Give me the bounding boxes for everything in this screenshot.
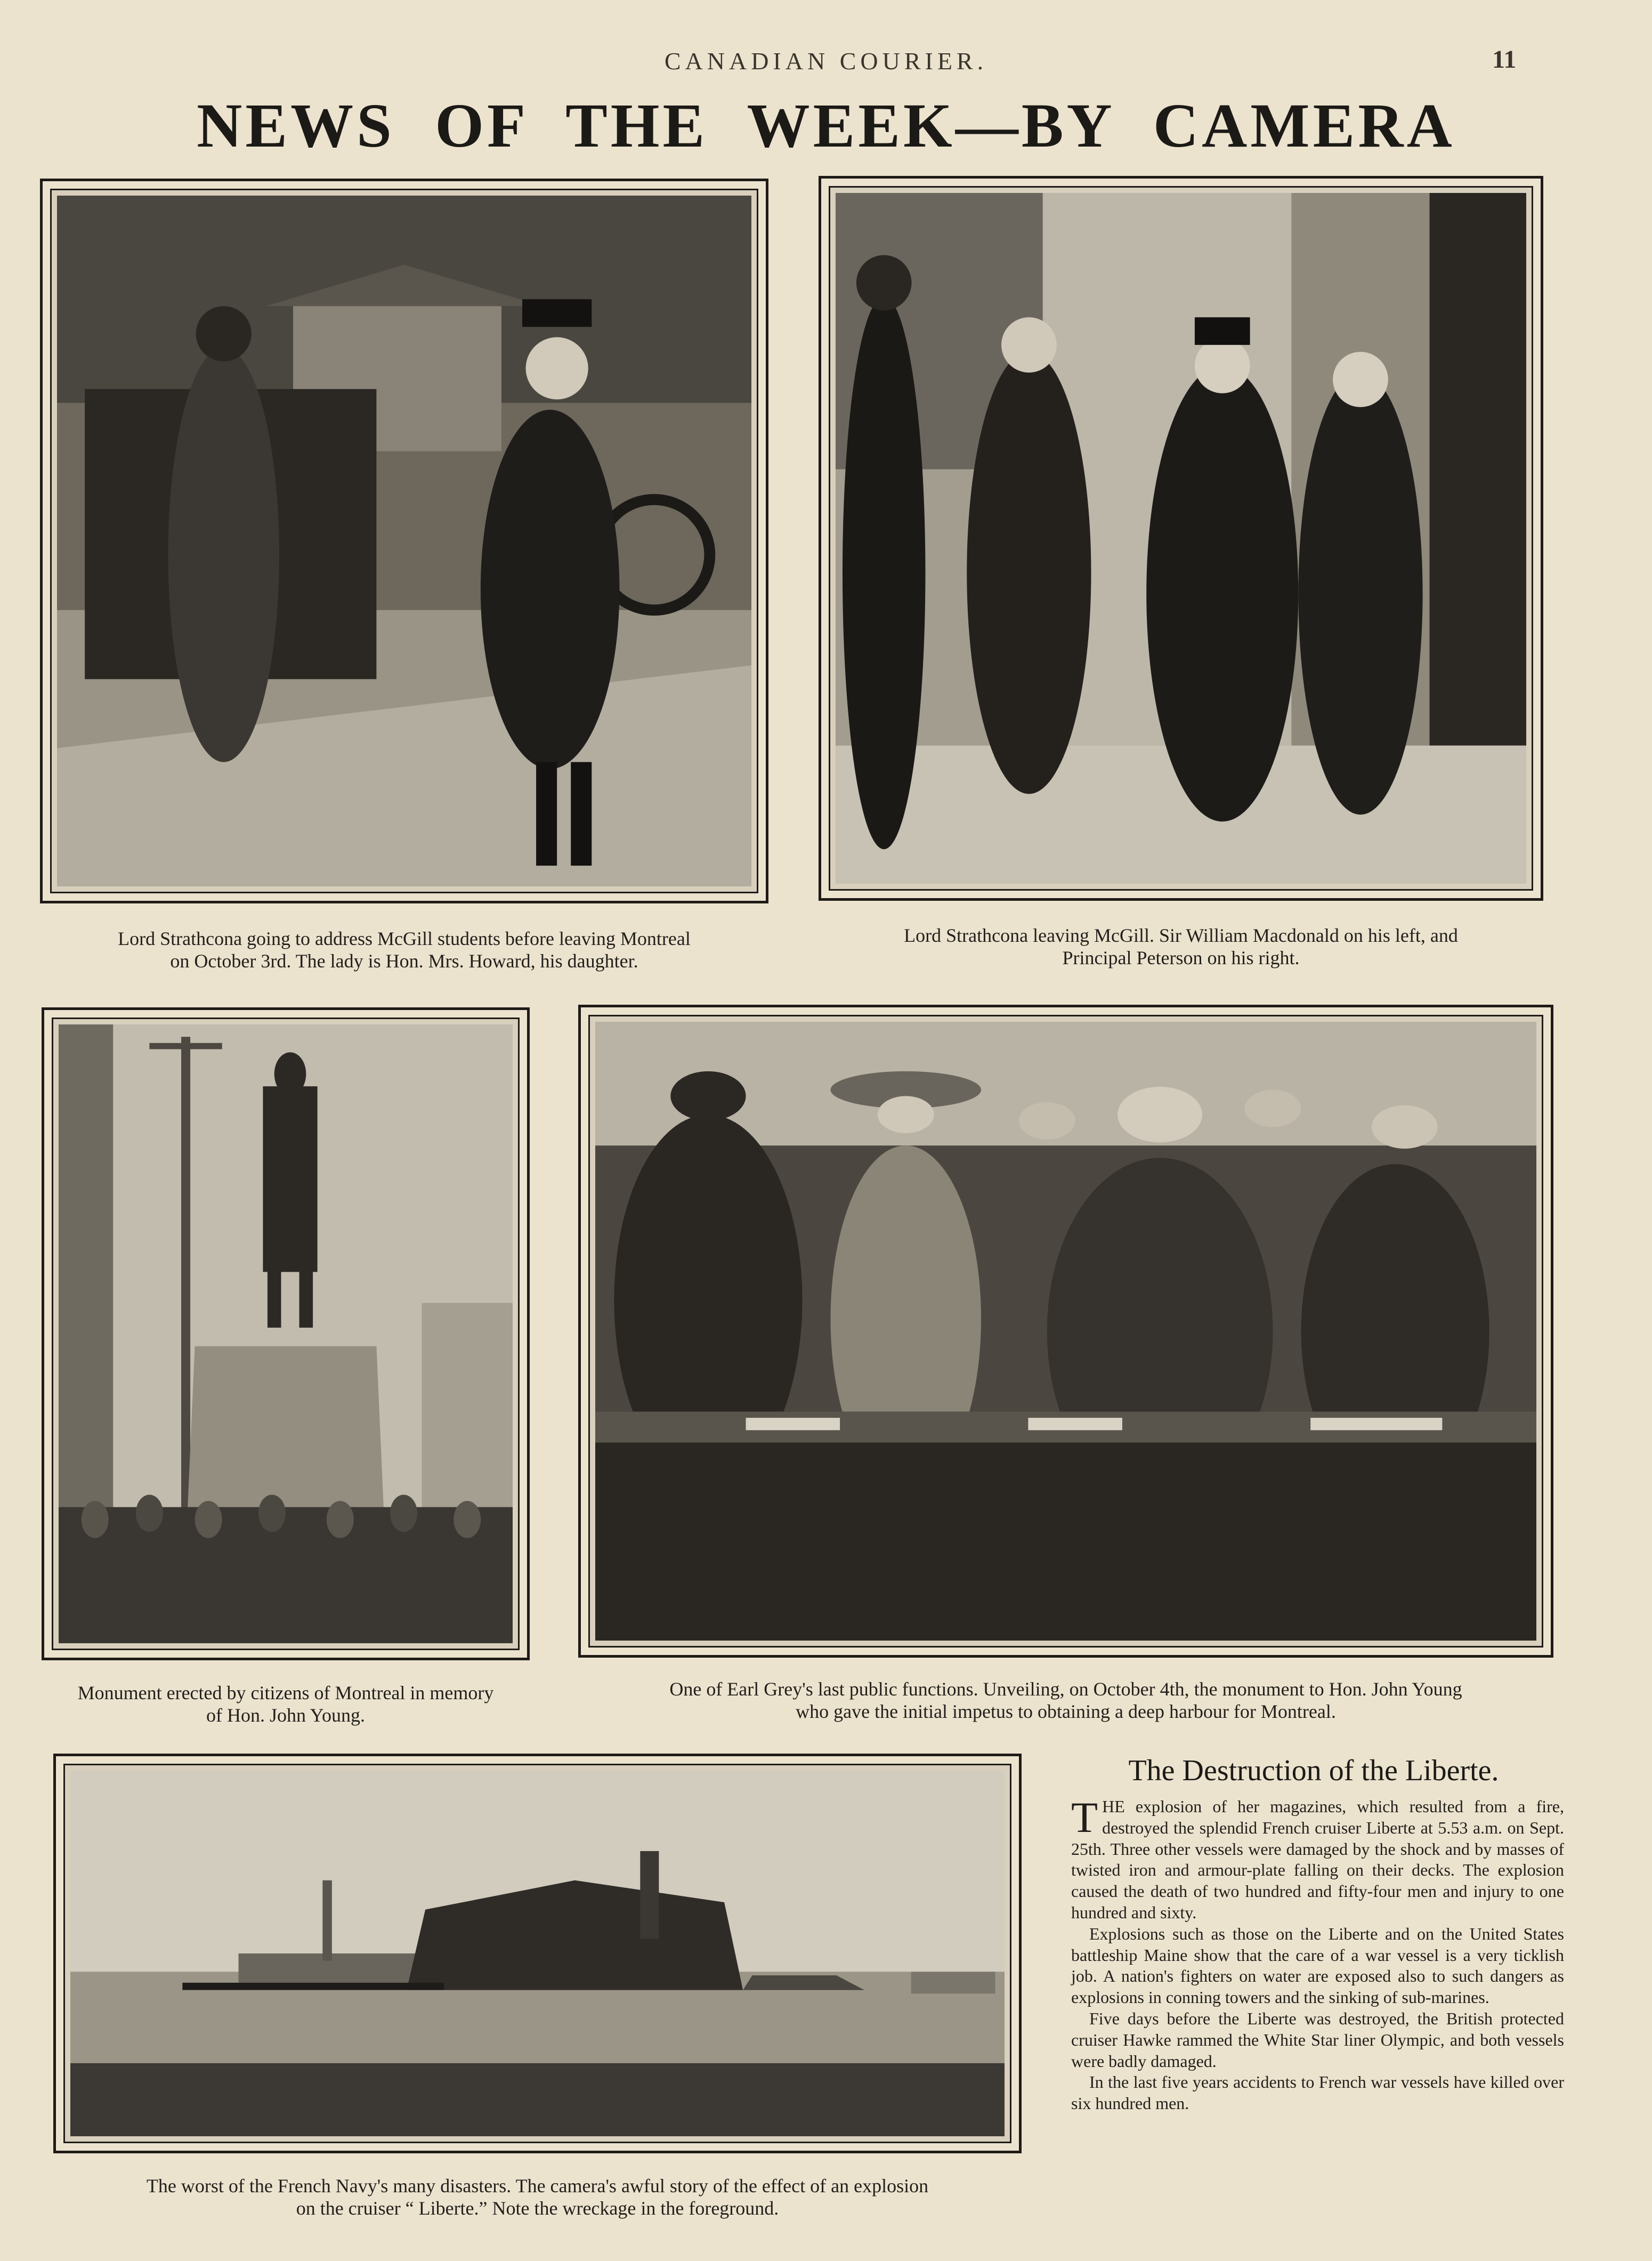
caption-strathcona-mcgill xyxy=(819,924,1543,969)
caption-line: Monument erected by citizens of Montreal in memory xyxy=(77,1682,494,1703)
photo-earl-grey-unveiling-image xyxy=(595,1022,1536,1641)
article-title: The Destruction of the Liberte. xyxy=(1128,1754,1499,1787)
article-paragraph: In the last five years accidents to French war vessels have killed over six hundred men. xyxy=(1071,2072,1564,2113)
caption-line: on October 3rd. The lady is Hon. Mrs. Howard, his daughter. xyxy=(170,950,638,972)
photo-strathcona-mcgill xyxy=(819,176,1543,901)
caption-line: Lord Strathcona going to address McGill students before leaving Montreal xyxy=(118,928,691,949)
article-paragraph: Explosions such as those on the Liberte and on the United States battleship Maine show that the care of a war vessel is a very ticklish job. A nation's fighters on water are exposed also to such dangers as explosions in conning towers and the sinking of sub-marines. xyxy=(1071,1924,1564,2007)
article-paragraph-text: HE explosion of her magazines, which resulted from a fire, destroyed the splendid French cruiser Liberte at 5.53 a.m. on Sept. 25th. Three other vessels were damaged by the shock and by masses of twisted iron and armour-plate falling on their decks. The explosion caused the death of two hundred and fifty-four men and injury to one hundred and sixty. xyxy=(1071,1797,1564,1922)
drop-cap: T xyxy=(1071,1793,1098,1842)
photo-liberte-wreck-image xyxy=(70,1771,1005,2136)
photo-earl-grey-unveiling xyxy=(578,1005,1553,1658)
photo-john-young-monument xyxy=(42,1007,530,1660)
photo-john-young-monument-image xyxy=(59,1024,513,1643)
caption-line: Principal Peterson on his right. xyxy=(1062,947,1300,968)
caption-line: The worst of the French Navy's many disasters. The camera's awful story of the effect of an explosion xyxy=(146,2175,929,2197)
caption-line: Lord Strathcona leaving McGill. Sir William Macdonald on his left, and xyxy=(904,925,1458,946)
photo-strathcona-car xyxy=(40,179,768,903)
photo-liberte-wreck xyxy=(53,1754,1022,2153)
page-headline: NEWS OF THE WEEK—BY CAMERA xyxy=(197,91,1455,160)
caption-liberte-wreck xyxy=(53,2175,1022,2219)
caption-line: of Hon. John Young. xyxy=(206,1705,366,1726)
caption-line: who gave the initial impetus to obtaining a deep harbour for Montreal. xyxy=(796,1701,1336,1722)
caption-line: One of Earl Grey's last public functions. Unveiling, on October 4th, the monument to Hon. John Young xyxy=(669,1678,1462,1700)
caption-earl-grey-unveiling xyxy=(578,1678,1553,1723)
caption-strathcona-car xyxy=(40,927,768,972)
article-body xyxy=(1071,1793,1564,2114)
caption-john-young-monument xyxy=(42,1682,530,1726)
photo-strathcona-car-image xyxy=(57,196,751,886)
caption-line: on the cruiser “ Liberte.” Note the wreckage in the foreground. xyxy=(296,2198,779,2219)
photo-strathcona-mcgill-image xyxy=(836,193,1526,884)
article-paragraph xyxy=(1071,1793,1564,1924)
running-head: CANADIAN COURIER. xyxy=(664,47,988,75)
page-number: 11 xyxy=(1492,45,1517,74)
article-paragraph: Five days before the Liberte was destroyed, the British protected cruiser Hawke rammed the White Star liner Olympic, and both vessels were badly damaged. xyxy=(1071,2008,1564,2071)
